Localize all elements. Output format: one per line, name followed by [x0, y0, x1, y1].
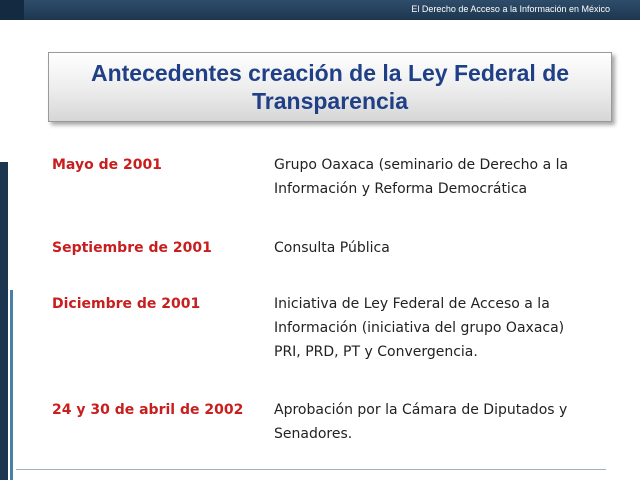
entry-date: Mayo de 2001: [52, 157, 162, 173]
entry-line: Consulta Pública: [274, 240, 390, 256]
entry-line: Información (iniciativa del grupo Oaxaca): [274, 320, 565, 336]
entry-description: [274, 398, 624, 446]
entry-date: Diciembre de 2001: [52, 296, 201, 312]
header-accent: [0, 0, 24, 20]
left-accent-line: [10, 290, 13, 480]
slide-title: [60, 59, 600, 115]
entry-date: 24 y 30 de abril de 2002: [52, 402, 244, 418]
entry-line: Aprobación por la Cámara de Diputados y: [274, 402, 568, 418]
entry-line: PRI, PRD, PT y Convergencia.: [274, 344, 478, 360]
slide-title-line-1: Antecedentes creación de la Ley Federal de: [90, 60, 570, 86]
entry-description: [274, 153, 624, 201]
left-accent-bar: [0, 162, 8, 480]
entry-line: Iniciativa de Ley Federal de Acceso a la: [274, 296, 550, 312]
entry-description: [274, 236, 624, 260]
entry-line: Grupo Oaxaca (seminario de Derecho a la: [274, 157, 569, 173]
title-box: [48, 52, 612, 122]
entry-description: [274, 292, 624, 364]
bottom-divider: [16, 469, 606, 470]
header-title: El Derecho de Acceso a la Información en México: [411, 4, 610, 14]
header-bar: [0, 0, 640, 20]
entry-line: Senadores.: [274, 426, 353, 442]
slide-title-line-2: Transparencia: [252, 88, 408, 114]
entry-line: Información y Reforma Democrática: [274, 181, 528, 197]
entry-date: Septiembre de 2001: [52, 240, 212, 256]
